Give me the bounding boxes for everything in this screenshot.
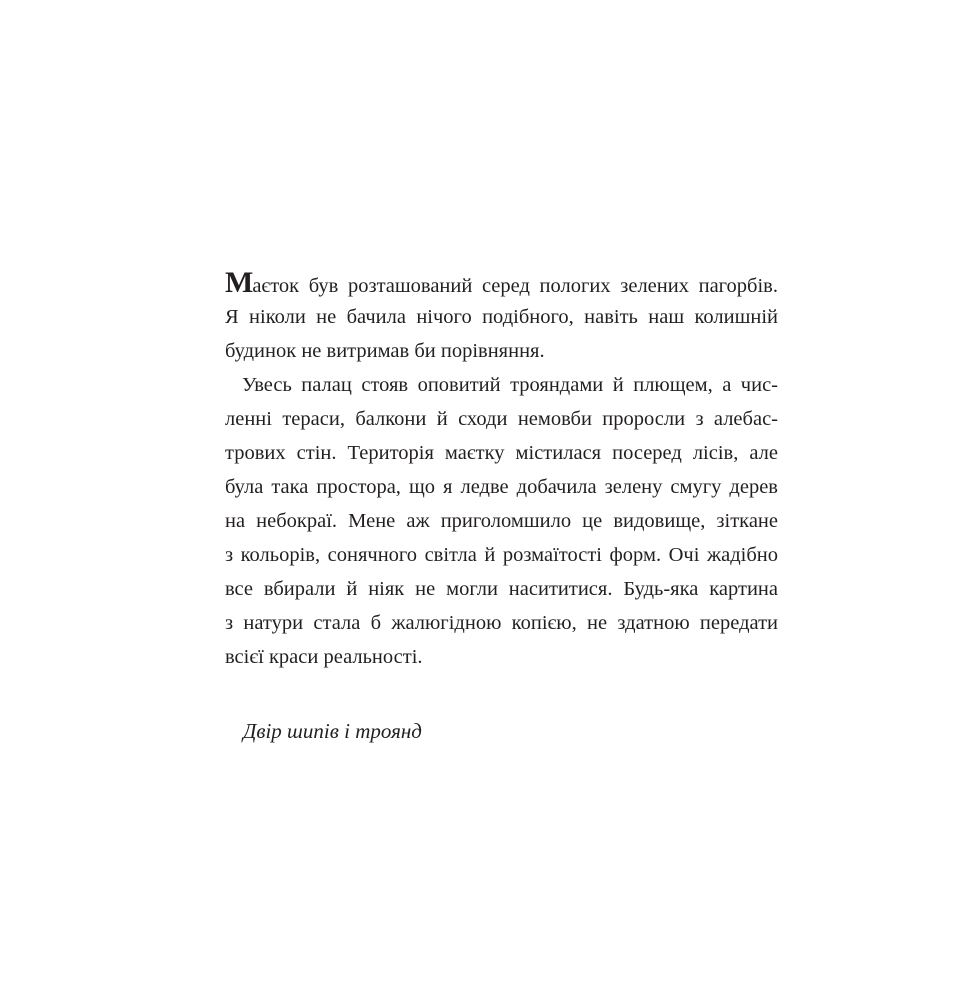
text-line: Увесь палац стояв оповитий трояндами й плющем, а чис- [242,374,778,396]
text-line: все вбирали й ніяк не могли насититися. Будь-яка картина [225,578,778,600]
text-line: з натури стала б жалюгідною копією, не здатною передати [225,612,778,634]
text-line: будинок не витримав би порівняння. [225,340,545,362]
text-line: трових стін. Територія маєтку містилася посеред лісів, але [225,442,778,464]
text-line: з кольорів, сонячного світла й розмаїтості форм. Очі жадібно [225,544,778,566]
paragraph-2 [225,368,778,674]
text-line [225,266,778,300]
text-line-content: аєток був розташований серед пологих зелених пагорбів. [252,275,778,297]
text-line: ленні тераси, балкони й сходи немовби проросли з алебас- [225,408,778,430]
text-line: всієї краси реальності. [225,646,423,668]
text-line: була така простора, що я ледве добачила зелену смугу дерев [225,476,778,498]
text-line: на небокраї. Мене аж приголомшило це видовище, зіткане [225,510,778,532]
quote-text [225,266,778,674]
source-title: Двір шипів і троянд [243,719,422,743]
drop-cap: М [225,266,253,299]
text-line: Я ніколи не бачила нічого подібного, навіть наш колишній [225,306,778,328]
paragraph-1 [225,266,778,368]
